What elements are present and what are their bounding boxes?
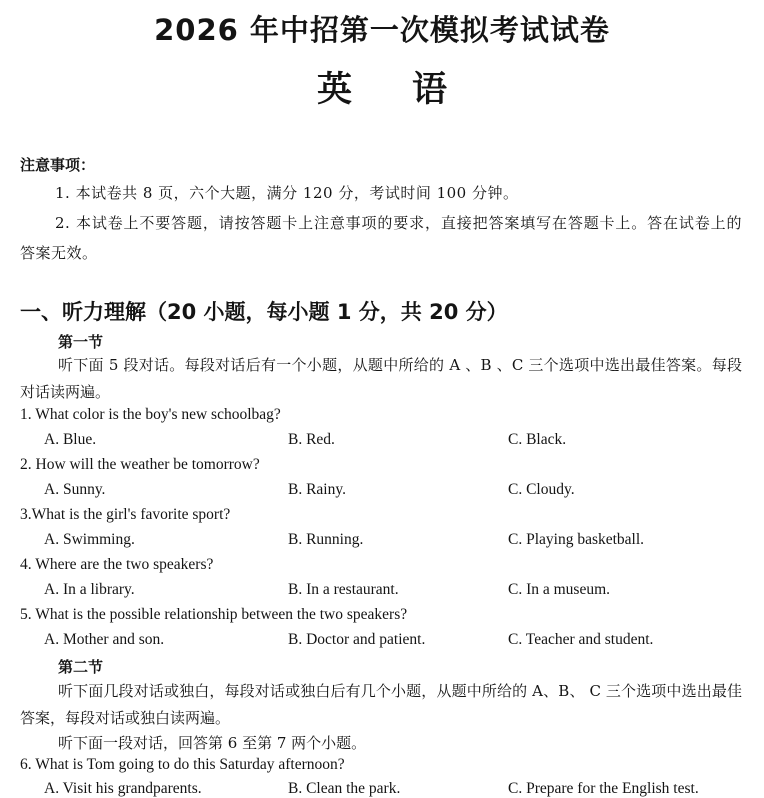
exam-title: 2026 年中招第一次模拟考试试卷 <box>154 13 610 47</box>
option-c: C. Black. <box>508 431 567 448</box>
option-c: C. Prepare for the English test. <box>508 780 699 797</box>
part-sub-instruction: 听下面一段对话，回答第 6 至第 7 两个小题。 <box>58 734 367 752</box>
option-b: B. Red. <box>288 431 335 448</box>
option-a: A. Sunny. <box>44 481 106 498</box>
part-heading-2: 第二节 <box>58 658 104 676</box>
option-b: B. In a restaurant. <box>288 581 399 598</box>
notes-heading: 注意事项： <box>20 156 96 174</box>
question-stem: 1. What color is the boy's new schoolbag? <box>20 406 281 423</box>
subject-title: 英语 <box>316 70 507 110</box>
option-a: A. In a library. <box>44 581 135 598</box>
question-stem: 6. What is Tom going to do this Saturday afternoon? <box>20 756 345 773</box>
option-c: C. Playing basketball. <box>508 531 645 548</box>
question-stem: 4. Where are the two speakers? <box>20 556 214 573</box>
note-item-2: 2. 本试卷上不要答题，请按答题卡上注意事项的要求，直接把答案填写在答题卡上。答在试卷上的答案无效。 <box>20 214 742 262</box>
option-b: B. Rainy. <box>288 481 346 498</box>
option-a: A. Visit his grandparents. <box>44 780 202 797</box>
question-stem: 5. What is the possible relationship between the two speakers? <box>20 606 408 623</box>
question-stem: 3.What is the girl's favorite sport? <box>20 506 231 523</box>
section-heading-listening: 一、听力理解（20 小题，每小题 1 分，共 20 分） <box>20 300 508 324</box>
option-a: A. Mother and son. <box>44 631 165 648</box>
option-c: C. Cloudy. <box>508 481 575 498</box>
part-heading-1: 第一节 <box>58 333 104 351</box>
note-item-1: 1. 本试卷共 8 页，六个大题，满分 120 分，考试时间 100 分钟。 <box>55 184 519 202</box>
option-a: A. Blue. <box>44 431 97 448</box>
option-b: B. Doctor and patient. <box>288 631 426 648</box>
option-b: B. Clean the park. <box>288 780 401 797</box>
option-c: C. In a museum. <box>508 581 611 598</box>
part-instruction-1: 听下面 5 段对话。每段对话后有一个小题，从题中所给的 A 、B 、C 三个选项中选出最佳答案。每段对话读两遍。 <box>20 356 742 401</box>
part-instruction-2: 听下面几段对话或独白，每段对话或独白后有几个小题，从题中所给的 A、B、 C 三个选项中选出最佳答案，每段对话或独白读两遍。 <box>20 682 742 727</box>
option-c: C. Teacher and student. <box>508 631 654 648</box>
option-a: A. Swimming. <box>44 531 135 548</box>
option-b: B. Running. <box>288 531 364 548</box>
question-stem: 2. How will the weather be tomorrow? <box>20 456 260 473</box>
